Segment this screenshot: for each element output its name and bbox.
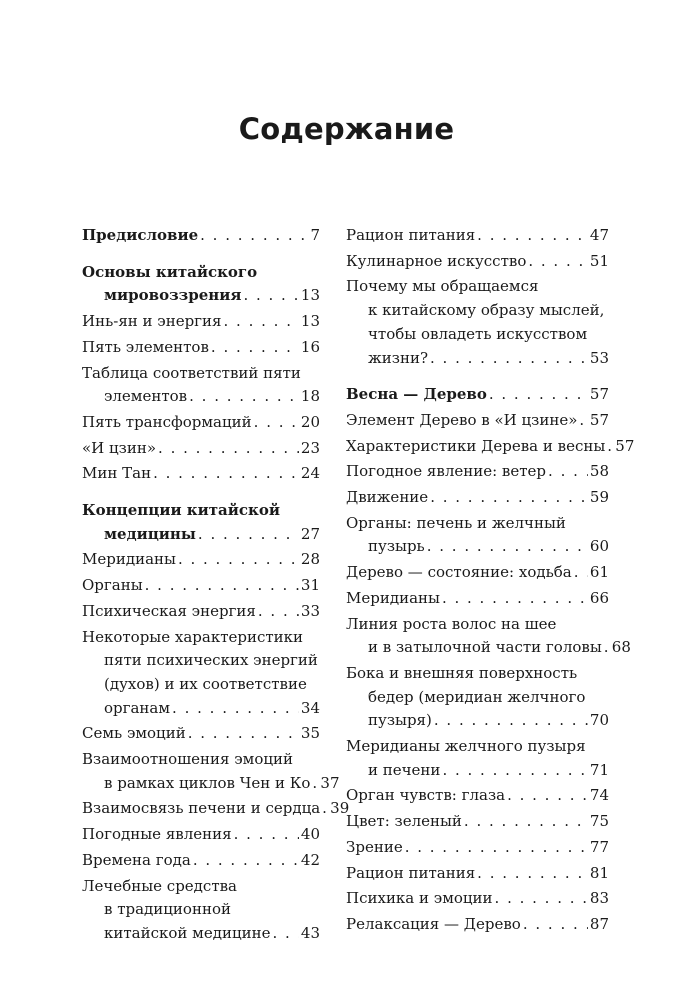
toc-entry-title: Меридианы желчного пузыря [346,737,586,756]
dot-leader [158,437,299,461]
toc-page-number: 83 [589,889,609,908]
toc-entry [82,548,320,572]
toc-entry-line [82,462,320,486]
toc-entry-line [82,772,340,796]
toc-page-number: 13 [300,312,320,331]
toc-entry-line [82,673,320,697]
toc-entry [346,836,609,860]
toc-entry-line [346,836,609,860]
toc-page-number: 87 [589,914,609,933]
toc-entry [346,512,609,559]
toc-entry-title: чтобы овладеть искусством [368,324,588,343]
toc-entry-line [82,224,320,248]
toc-entry-line [82,437,320,461]
toc-entry-title: Меридианы [346,588,440,607]
toc-entry-line [82,499,320,523]
toc-entry-title: Психическая энергия [82,601,256,620]
toc-page-number: 33 [300,601,320,620]
toc-entry-title: пяти психических энергий [104,651,318,670]
toc-entry [346,460,609,484]
dot-leader [322,797,328,821]
toc-entry-title: Элемент Дерево в «И цзине» [346,410,578,429]
toc-page-number: 34 [300,698,320,717]
toc-entry-title: Кулинарное искусство [346,251,527,270]
toc-entry-line [346,862,609,886]
toc-entry-title: пузыря) [368,711,432,730]
toc-entry [82,310,320,334]
toc-column-left [82,224,350,946]
toc-entry [346,275,609,370]
toc-entry [82,574,320,598]
toc-section-heading [82,261,320,308]
toc-entry-line [82,922,320,946]
toc-entry-line [346,759,609,783]
toc-entry-title: китайской медицине [104,923,271,942]
toc-entry-line [346,709,609,733]
toc-entry-line [346,735,609,759]
toc-entry-line [346,460,609,484]
dot-leader [145,574,299,598]
toc-entry-line [346,810,609,834]
toc-entry-title: Пять элементов [82,337,209,356]
dot-leader [442,587,588,611]
toc-entry-title: и печени [368,760,441,779]
toc-entry-line [82,797,350,821]
toc-entry-title: жизни? [368,348,429,367]
toc-entry-line [82,523,320,547]
toc-entry-title: Мин Тан [82,464,152,483]
toc-entry-line [82,310,320,334]
toc-entry-title: Весна — Дерево [346,385,487,404]
toc-page-number: 77 [589,837,609,856]
toc-entry-line [82,411,320,435]
toc-page-number: 28 [300,550,320,569]
toc-entry-line [82,336,320,360]
toc-entry-line [346,784,609,808]
toc-page-number: 61 [589,563,609,582]
dot-leader [548,460,588,484]
toc-entry [82,797,350,821]
toc-entry-line [82,697,320,721]
toc-page-number: 47 [589,226,609,244]
toc-page-number: 60 [589,537,609,556]
toc-page-number: 40 [300,825,320,844]
dot-leader [200,224,308,248]
toc-entry [346,250,609,274]
toc-entry-line [82,748,320,772]
toc-entry-line [346,323,609,347]
toc-entry [82,437,320,461]
toc-entry-line [82,362,320,386]
toc-entry-title: элементов [104,387,188,406]
dot-leader [312,772,318,796]
toc-page-number: 31 [300,576,320,595]
toc-page-number: 57 [615,436,635,455]
toc-entry-line [346,686,609,710]
toc-entry [346,224,609,248]
toc-entry-line [82,600,320,624]
toc-entry-line [82,385,320,409]
toc-entry-title: медицины [104,524,196,543]
toc-entry-title: Органы [82,576,143,595]
dot-leader [495,887,588,911]
toc-entry-title: Органы: печень и желчный [346,513,566,532]
dot-leader [427,535,588,559]
toc-entry [346,784,609,808]
toc-entry-title: в рамках циклов Чен и Ко [104,773,311,792]
toc-page-number: 57 [589,385,609,404]
toc-entry-line [346,347,609,371]
toc-page-number: 75 [589,812,609,831]
dot-leader [272,922,298,946]
toc-page-number: 71 [589,760,609,779]
toc-entry [82,722,320,746]
toc-entry [82,849,320,873]
dot-leader [234,823,299,847]
toc-entry-title: Инь-ян и энергия [82,312,222,331]
toc-entry [82,411,320,435]
toc-entry-title: Рацион питания [346,863,476,882]
toc-entry [346,887,609,911]
toc-entry [346,486,609,510]
toc-entry-title: Движение [346,488,429,507]
toc-entry-line [346,224,609,248]
toc-entry-title: Взаимоотношения эмоций [82,750,293,769]
toc-entry-line [82,649,320,673]
toc-entry-title: мировоззрения [104,286,242,305]
toc-entry-title: Таблица соответствий пяти [82,363,301,382]
toc-entry-title: (духов) и их соответствие [104,674,307,693]
dot-leader [442,759,587,783]
toc-entry [82,462,320,486]
toc-entry [82,362,320,409]
toc-entry-line [82,722,320,746]
dot-leader [607,435,613,459]
dot-leader [188,722,299,746]
dot-leader [198,523,299,547]
dot-leader [430,347,588,371]
toc-entry-line [82,574,320,598]
toc-entry-line [346,887,609,911]
dot-leader [189,385,299,409]
toc-page-number: 66 [589,588,609,607]
dot-leader [604,636,610,660]
dot-leader [464,810,588,834]
toc-entry-title: в традиционной [104,900,231,919]
toc-entry-line [82,875,320,899]
toc-entry-title: Пять трансформаций [82,412,252,431]
toc-entry-line [346,535,609,559]
toc-page-number: 81 [589,863,609,882]
toc-page-number: 42 [300,850,320,869]
toc-entry-line [82,898,320,922]
toc-entry-title: Дерево — состояние: ходьба [346,563,572,582]
dot-leader [254,411,299,435]
toc-entry-title: Орган чувств: глаза [346,786,506,805]
toc-page-number: 59 [589,488,609,507]
toc-entry-title: Цвет: зеленый [346,812,462,831]
toc-entry [82,748,340,795]
toc-entry [82,626,320,721]
toc-page-number: 18 [300,387,320,406]
toc-page-number: 57 [589,410,609,429]
dot-leader [489,383,588,407]
toc-entry-title: Линия роста волос на шее [346,614,557,633]
toc-entry-title: Рацион питания [346,226,476,244]
toc-entry [82,823,320,847]
toc-entry-title: Погодные явления [82,825,232,844]
toc-entry-title: Характеристики Дерева и весны [346,436,606,455]
toc-page-number: 39 [330,799,350,818]
toc-entry-title: Погодное явление: ветер [346,462,547,481]
toc-entry-line [82,261,320,285]
toc-entry-line [346,561,609,585]
dot-leader [477,224,588,248]
toc-entry-line [346,913,609,937]
toc-entry-title: Психика и эмоции [346,889,493,908]
toc-entry-title: к китайскому образу мыслей, [368,301,605,320]
dot-leader [477,862,588,886]
dot-leader [579,409,588,433]
toc-page-number: 74 [589,786,609,805]
toc-entry [346,409,609,433]
toc-page-number: 7 [310,226,320,244]
toc-entry-line [82,849,320,873]
toc-entry-title: Почему мы обращаемся [346,277,539,296]
toc-page-number: 70 [589,711,609,730]
toc-entry-title: Взаимосвязь печени и сердца [82,799,321,818]
toc-entry-line [346,486,609,510]
toc-entry-line [346,435,635,459]
dot-leader [211,336,299,360]
toc-entry-title: Меридианы [82,550,176,569]
toc-page-number: 43 [300,923,320,942]
toc-section-heading [82,224,320,248]
toc-entry-title: и в затылочной части головы [368,638,602,657]
toc-entry [346,810,609,834]
toc-entry-title: пузырь [368,537,425,556]
toc-entry [346,587,609,611]
toc-entry-title: Предисловие [82,226,199,244]
toc-entry-line [82,284,320,308]
toc-entry-title: Зрение [346,837,403,856]
dot-leader [430,486,588,510]
toc-entry [82,600,320,624]
toc-entry [346,862,609,886]
toc-entry [346,735,609,782]
toc-entry-line [82,823,320,847]
toc-entry-line [346,383,609,407]
toc-entry-line [346,662,609,686]
dot-leader [258,600,299,624]
dot-leader [507,784,588,808]
toc-page-number: 35 [300,724,320,743]
dot-leader [172,697,299,721]
toc-entry-title: Лечебные средства [82,876,238,895]
toc-entry-line [346,409,609,433]
toc-entry [346,561,609,585]
dot-leader [574,561,588,585]
toc-entry [82,875,320,946]
toc-page-number: 23 [300,438,320,457]
toc-entry-title: Времена года [82,850,191,869]
toc-page-number: 51 [589,251,609,270]
toc-entry-line [82,548,320,572]
toc-entry-title: органам [104,698,171,717]
toc-entry [346,662,609,733]
toc-page-number: 24 [300,464,320,483]
toc-section-heading [82,499,320,546]
toc-page-number: 68 [611,638,631,657]
toc-entry-line [346,250,609,274]
dot-leader [224,310,299,334]
toc-entry-line [346,512,609,536]
toc-page-number: 53 [589,348,609,367]
dot-leader [434,709,588,733]
dot-leader [153,462,299,486]
toc-entry-title: «И цзин» [82,438,157,457]
toc-section-heading [346,383,609,407]
toc-page-number: 27 [300,524,320,543]
toc-entry [346,613,631,660]
toc-page-number: 13 [300,286,320,305]
toc-page-number: 58 [589,462,609,481]
toc-entry-title: Релаксация — Дерево [346,914,521,933]
toc-entry-line [346,299,609,323]
toc-entry-title: Бока и внешняя поверхность [346,663,578,682]
toc-entry [346,913,609,937]
dot-leader [528,250,588,274]
dot-leader [523,913,588,937]
toc-column-right [346,224,635,937]
toc-entry-title: Семь эмоций [82,724,186,743]
dot-leader [178,548,299,572]
toc-page-number: 20 [300,412,320,431]
toc-entry [82,336,320,360]
page-title: Содержание [238,112,455,146]
toc-entry-title: Некоторые характеристики [82,627,304,646]
toc-entry-title: бедер (меридиан желчного [368,687,586,706]
dot-leader [405,836,588,860]
toc-entry-line [346,275,609,299]
toc-entry-title: Основы китайского [82,262,258,281]
toc-page-number: 37 [320,773,340,792]
toc-entry [346,435,635,459]
toc-entry-line [346,613,609,637]
dot-leader [193,849,299,873]
toc-entry-line [346,636,631,660]
toc-entry-title: Концепции китайской [82,501,280,520]
toc-page-number: 16 [300,337,320,356]
toc-entry-line [82,626,320,650]
toc-entry-line [346,587,609,611]
dot-leader [243,284,298,308]
